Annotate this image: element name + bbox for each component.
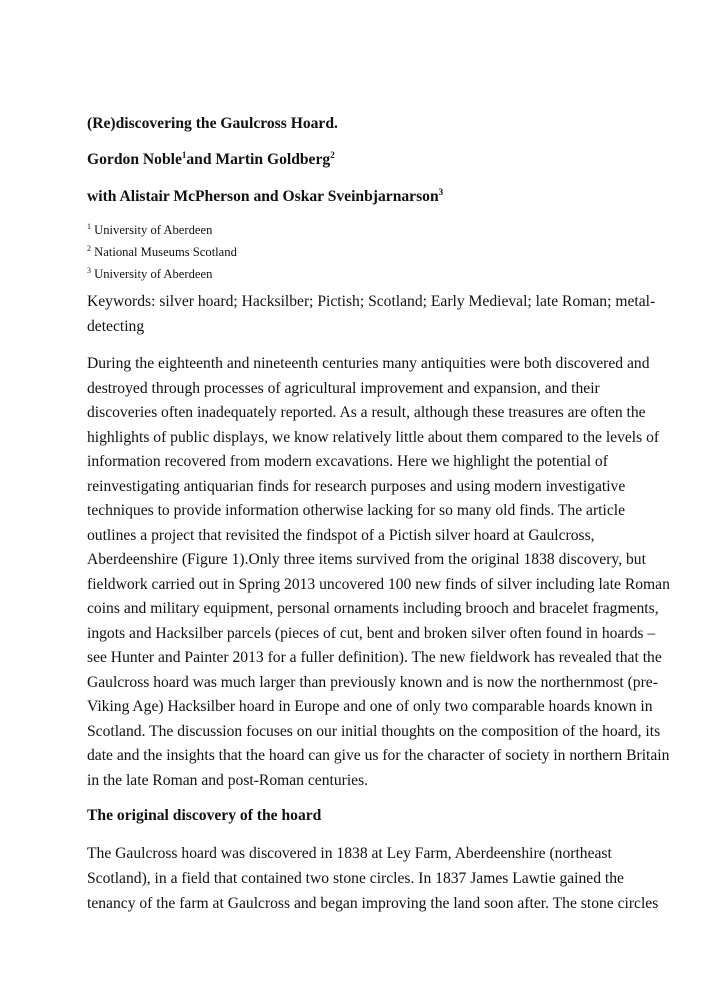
text-line: discoveries often inadequately reported. As a result, although these treasures are often the xyxy=(87,404,646,421)
text-line: tenancy of the farm at Gaulcross and began improving the land soon after. The stone circles xyxy=(87,895,659,912)
author-1-sup: 1 xyxy=(181,150,187,160)
text-line: outlines a project that revisited the findspot of a Pictish silver hoard at Gaulcross, xyxy=(87,526,595,544)
text-line: Keywords: silver hoard; Hacksilber; Pictish; Scotland; Early Medieval; late Roman; metal- xyxy=(87,293,656,310)
text-line: reinvestigating antiquarian finds for research purposes and using modern investigative xyxy=(87,477,626,495)
affiliation-name: University of Aberdeen xyxy=(94,267,213,281)
text-line: Viking Age) Hacksilber hoard in Europe and one of only two comparable hoards known in xyxy=(87,698,653,715)
text-line: detecting xyxy=(87,317,145,335)
section-heading: The original discovery of the hoard xyxy=(87,807,322,824)
author-1: Gordon Noble xyxy=(87,151,182,168)
text-line: ingots and Hacksilber parcels (pieces of cut, bent and broken silver often found in hoards – xyxy=(87,624,656,642)
text-line: Scotland. The discussion focuses on our initial thoughts on the composition of the hoard, its xyxy=(87,722,661,740)
text-line: fieldwork carried out in Spring 2013 uncovered 100 new finds of silver including late Roman xyxy=(87,575,670,593)
text-line: The Gaulcross hoard was discovered in 1838 at Ley Farm, Aberdeenshire (northeast xyxy=(87,845,612,862)
text-line: information recovered from modern excavations. Here we highlight the potential of xyxy=(87,453,608,470)
paper-title: (Re)discovering the Gaulcross Hoard. xyxy=(87,115,338,132)
text-line: Scotland), in a field that contained two stone circles. In 1837 James Lawtie gained the xyxy=(87,870,624,887)
text-line: techniques to provide information otherwise lacking for so many old finds. The article xyxy=(87,502,625,519)
affiliation xyxy=(87,242,237,262)
text-line: destroyed through processes of agricultural improvement and expansion, and their xyxy=(87,379,600,397)
affiliation-name: University of Aberdeen xyxy=(94,223,213,237)
affiliation xyxy=(87,264,212,284)
affiliation-sup: 2 xyxy=(87,244,91,253)
authors xyxy=(87,150,335,170)
text-line: date and the insights that the hoard can give us for the character of society in northern Britain xyxy=(87,747,670,764)
affiliation-name: National Museums Scotland xyxy=(94,245,237,259)
co-authors-sup: 3 xyxy=(438,187,444,197)
text-line: highlights of public displays, we know relatively little about them compared to the levels of xyxy=(87,428,660,446)
text-line: coins and military equipment, personal ornaments including brooch and bracelet fragments, xyxy=(87,600,659,617)
text-line: see Hunter and Painter 2013 for a fuller definition). The new fieldwork has revealed that the xyxy=(87,649,662,666)
author-2: and Martin Goldberg xyxy=(186,151,331,168)
text-line: Aberdeenshire (Figure 1).Only three items survived from the original 1838 discovery, but xyxy=(87,551,646,568)
co-authors xyxy=(87,187,443,207)
text-line: During the eighteenth and nineteenth centuries many antiquities were both discovered and xyxy=(87,355,650,372)
author-2-sup: 2 xyxy=(330,150,335,160)
co-authors-text: with Alistair McPherson and Oskar Sveinbjarnarson xyxy=(87,188,439,205)
text-line: Gaulcross hoard was much larger than previously known and is now the northernmost (pre- xyxy=(87,673,658,691)
affiliation-sup: 1 xyxy=(87,222,91,231)
affiliation xyxy=(87,220,212,240)
text-line: in the late Roman and post-Roman centuries. xyxy=(87,771,369,789)
affiliation-sup: 3 xyxy=(87,266,91,275)
